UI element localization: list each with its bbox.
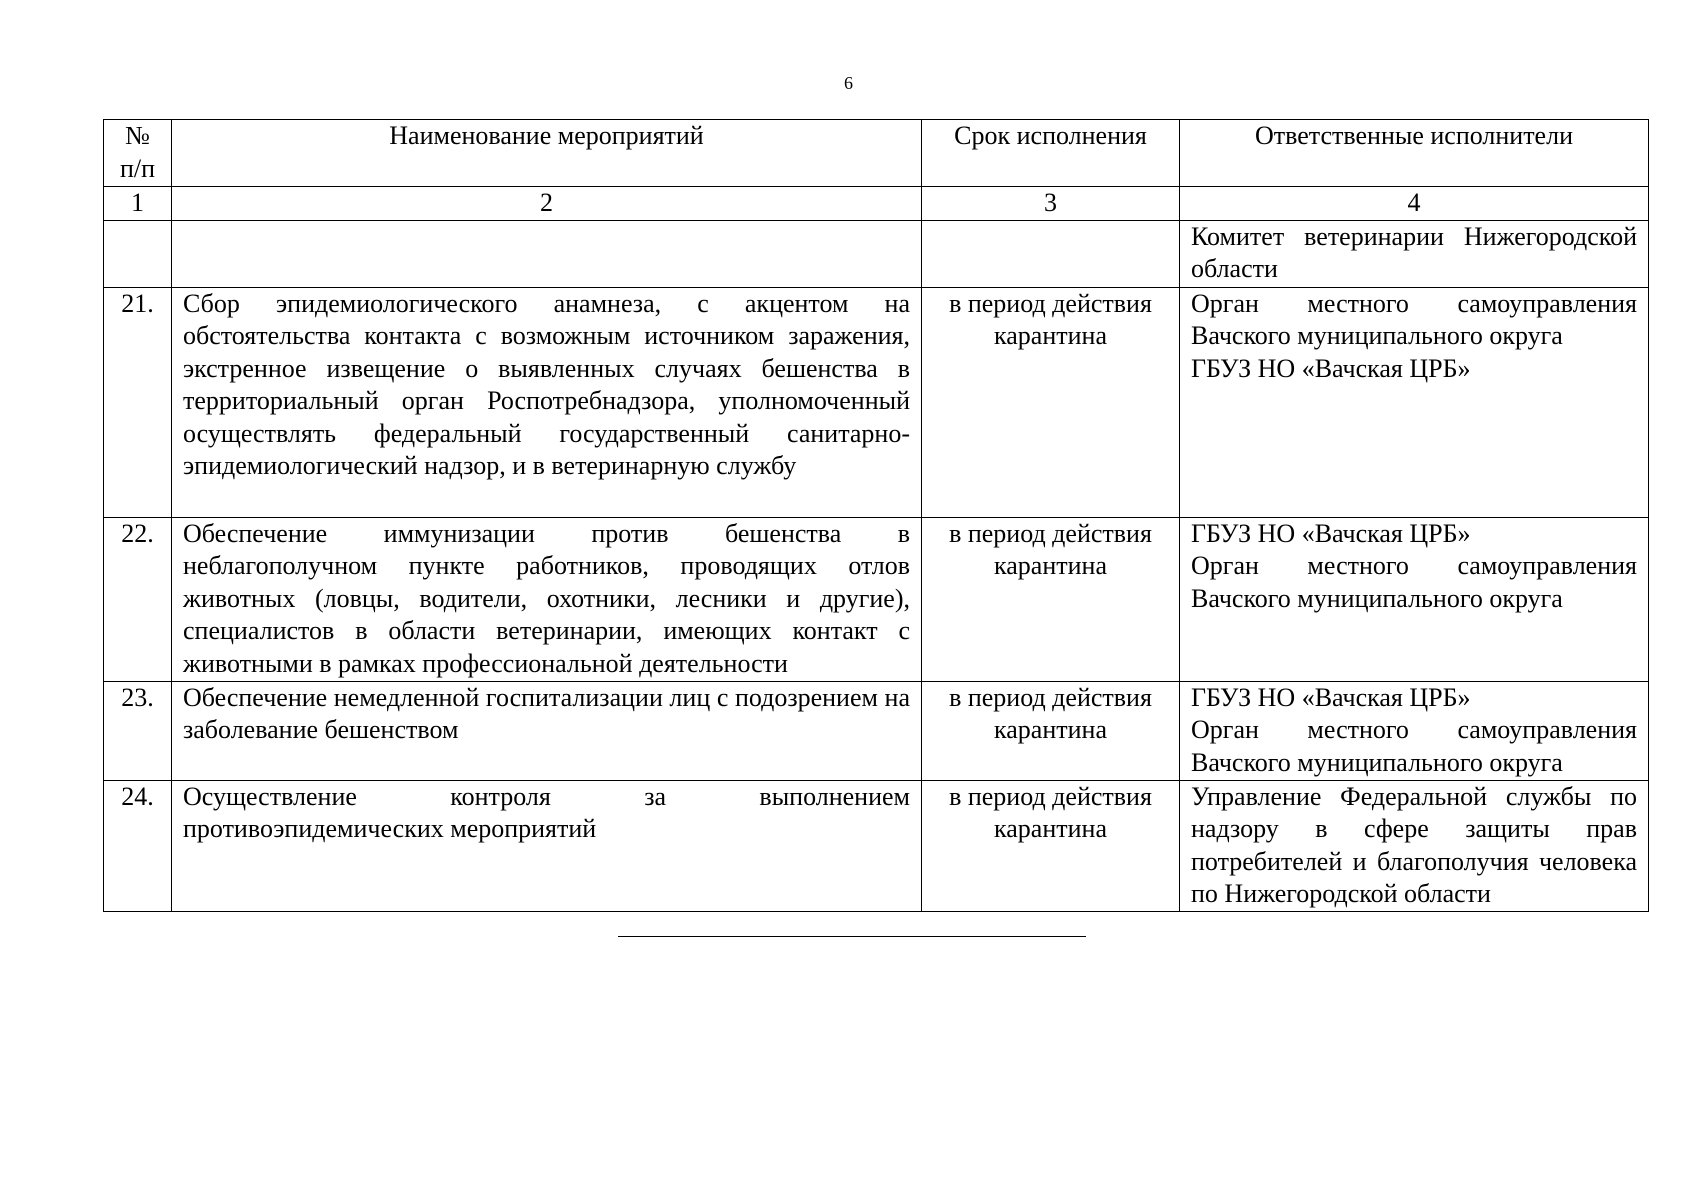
header-responsible: Ответственные исполнители	[1180, 120, 1649, 187]
row-number: 22.	[104, 517, 172, 681]
column-number: 1	[104, 187, 172, 221]
responsible	[1180, 287, 1649, 517]
table-row	[104, 517, 1649, 681]
row-number: 23.	[104, 681, 172, 780]
deadline: в период действия карантина	[922, 780, 1180, 911]
responsible	[1180, 681, 1649, 780]
deadline: в период действия карантина	[922, 681, 1180, 780]
table-header-row	[104, 120, 1649, 187]
page-number: 6	[844, 73, 853, 93]
responsible-line: ГБУЗ НО «Вачская ЦРБ»	[1191, 518, 1471, 548]
responsible-line: ГБУЗ НО «Вачская ЦРБ»	[1191, 353, 1471, 383]
column-numbers-row	[104, 187, 1649, 221]
responsible: Комитет ветеринарии Нижегородской области	[1180, 220, 1649, 287]
measure-name: Сбор эпидемиологического анамнеза, с акцентом на обстоятельства контакта с возможным источником заражения, экстренное извещение о выявленных случаях бешенства в территориальный орган Роспотребнадзора, уполномоченный осуществлять федеральный государственный санитарно-эпидемиологический надзор, и в ветеринарную службу	[172, 287, 922, 517]
header-deadline: Срок исполнения	[922, 120, 1180, 187]
column-number: 4	[1180, 187, 1649, 221]
closing-rule	[618, 936, 1086, 937]
table-row	[104, 780, 1649, 911]
measures-table	[103, 119, 1649, 912]
responsible-line: Орган местного самоуправления Вачского муниципального округа	[1191, 288, 1637, 350]
row-number	[104, 220, 172, 287]
measure-name	[172, 220, 922, 287]
responsible-line: ГБУЗ НО «Вачская ЦРБ»	[1191, 682, 1471, 712]
row-number: 24.	[104, 780, 172, 911]
header-measures: Наименование мероприятий	[172, 120, 922, 187]
deadline	[922, 220, 1180, 287]
deadline: в период действия карантина	[922, 287, 1180, 517]
measure-name: Обеспечение немедленной госпитализации лиц с подозрением на заболевание бешенством	[172, 681, 922, 780]
responsible-line: Орган местного самоуправления Вачского муниципального округа	[1191, 551, 1637, 613]
deadline: в период действия карантина	[922, 517, 1180, 681]
measure-name: Осуществление контроля за выполнением противоэпидемических мероприятий	[172, 780, 922, 911]
column-number: 3	[922, 187, 1180, 221]
table-row	[104, 681, 1649, 780]
responsible: Управление Федеральной службы по надзору в сфере защиты прав потребителей и благополучия человека по Нижегородской области	[1180, 780, 1649, 911]
column-number: 2	[172, 187, 922, 221]
measure-name: Обеспечение иммунизации против бешенства в неблагополучном пункте работников, проводящих отлов животных (ловцы, водители, охотники, лесники и другие), специалистов в области ветеринарии, имеющих контакт с животными в рамках профессиональной деятельности	[172, 517, 922, 681]
header-number: № п/п	[104, 120, 172, 187]
row-number: 21.	[104, 287, 172, 517]
responsible-line: Орган местного самоуправления Вачского муниципального округа	[1191, 715, 1637, 777]
table-row	[104, 287, 1649, 517]
table-row	[104, 220, 1649, 287]
responsible	[1180, 517, 1649, 681]
